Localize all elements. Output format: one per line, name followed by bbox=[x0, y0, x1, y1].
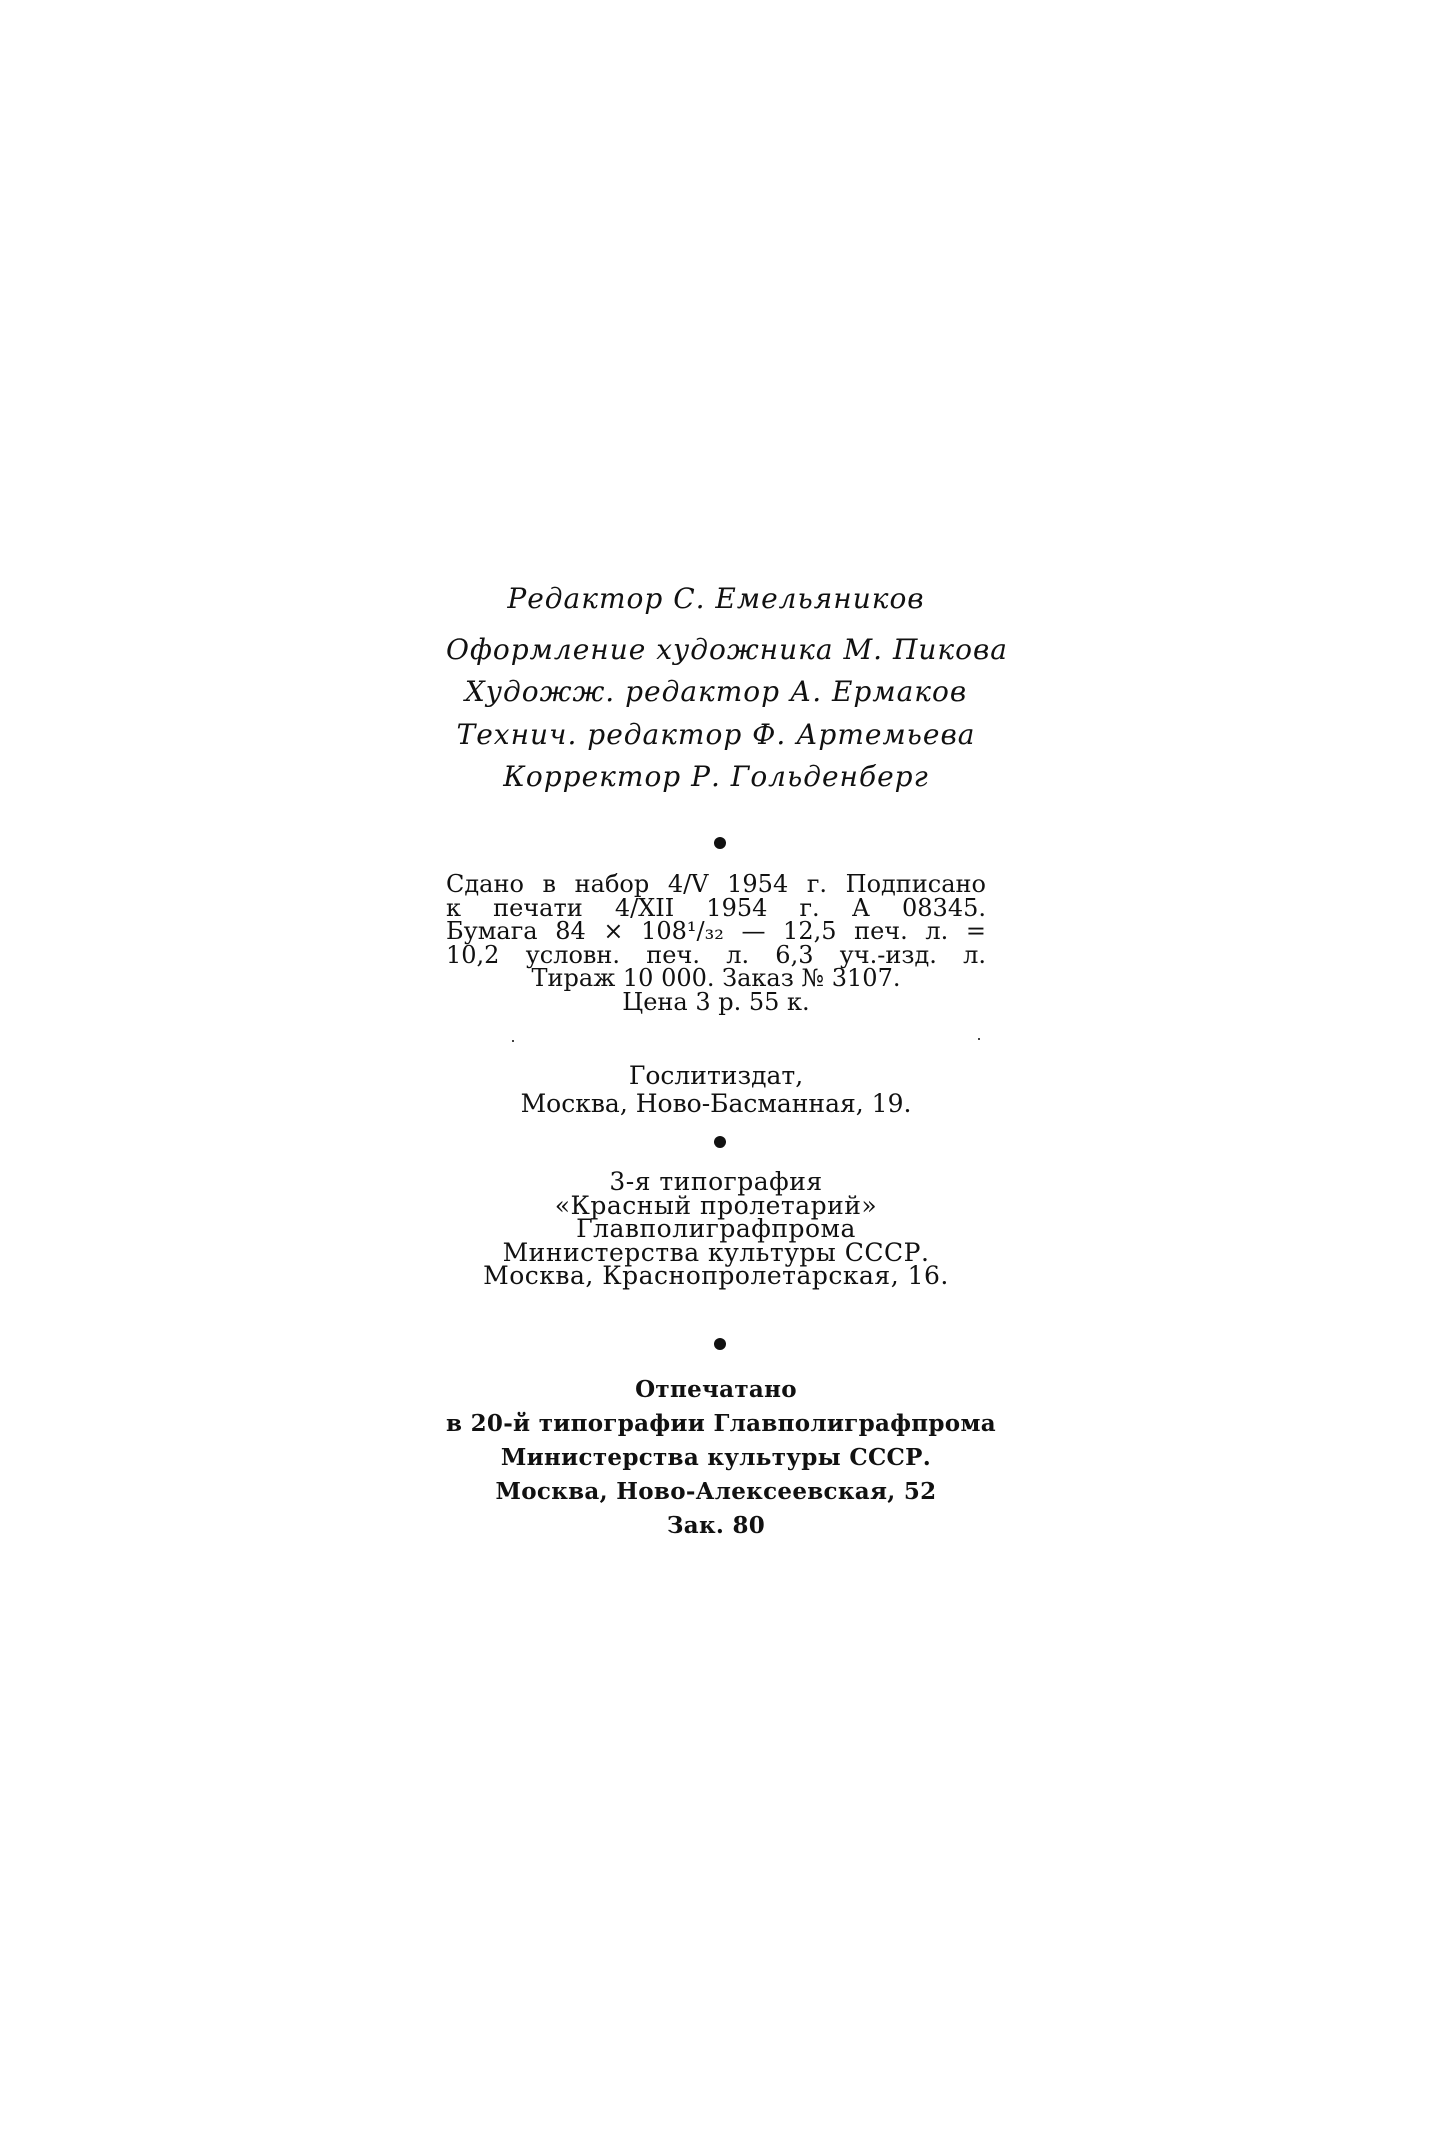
press-line: 3-я типография bbox=[609, 1167, 823, 1196]
printed-line: Министерства культуры СССР. bbox=[500, 1444, 932, 1471]
press-block bbox=[446, 1167, 986, 1290]
press-line: Главполиграфпрома bbox=[576, 1214, 856, 1243]
imprint-block bbox=[446, 870, 986, 1016]
press-line: «Красный пролетарий» bbox=[554, 1190, 878, 1220]
publisher-block bbox=[446, 1062, 986, 1118]
printed-by-block bbox=[446, 1373, 996, 1543]
scan-speck bbox=[978, 1038, 980, 1040]
printed-address: Москва, Ново-Алексеевская, 52 bbox=[495, 1478, 937, 1505]
credits-block bbox=[446, 578, 1008, 799]
printed-line: Отпечатано bbox=[635, 1376, 797, 1403]
imprint-line: Бумага 84 × 108¹/₃₂ — 12,5 печ. л. = bbox=[446, 917, 986, 945]
art-editor-credit: Художж. редактор А. Ермаков bbox=[464, 675, 968, 708]
imprint-line: к печати 4/XII 1954 г. А 08345. bbox=[446, 893, 986, 922]
printed-line: в 20-й типографии Главполиграфпрома bbox=[446, 1410, 996, 1437]
publisher-address: Москва, Ново-Басманная, 19. bbox=[520, 1089, 912, 1118]
price-line: Цена 3 р. 55 к. bbox=[622, 987, 810, 1016]
imprint-line: 10,2 условн. печ. л. 6,3 уч.-изд. л. bbox=[446, 940, 986, 969]
imprint-line: Тираж 10 000. Заказ № 3107. bbox=[531, 964, 901, 992]
imprint-line: Сдано в набор 4/V 1954 г. Подписано bbox=[446, 870, 986, 898]
separator-dot-icon bbox=[714, 837, 726, 849]
editor-credit: Редактор С. Емельяников bbox=[507, 582, 925, 615]
order-number: Зак. 80 bbox=[666, 1512, 766, 1539]
separator-dot-icon bbox=[714, 1338, 726, 1350]
separator-dot-icon bbox=[714, 1136, 726, 1148]
design-credit: Оформление художника М. Пикова bbox=[446, 632, 1008, 666]
publisher-name: Гослитиздат, bbox=[628, 1061, 804, 1090]
scan-speck bbox=[512, 1040, 514, 1042]
press-address: Москва, Краснопролетарская, 16. bbox=[483, 1261, 949, 1290]
tech-editor-credit: Технич. редактор Ф. Артемьева bbox=[456, 717, 976, 751]
press-line: Министерства культуры СССР. bbox=[502, 1237, 930, 1267]
proofreader-credit: Корректор Р. Гольденберг bbox=[503, 760, 929, 793]
